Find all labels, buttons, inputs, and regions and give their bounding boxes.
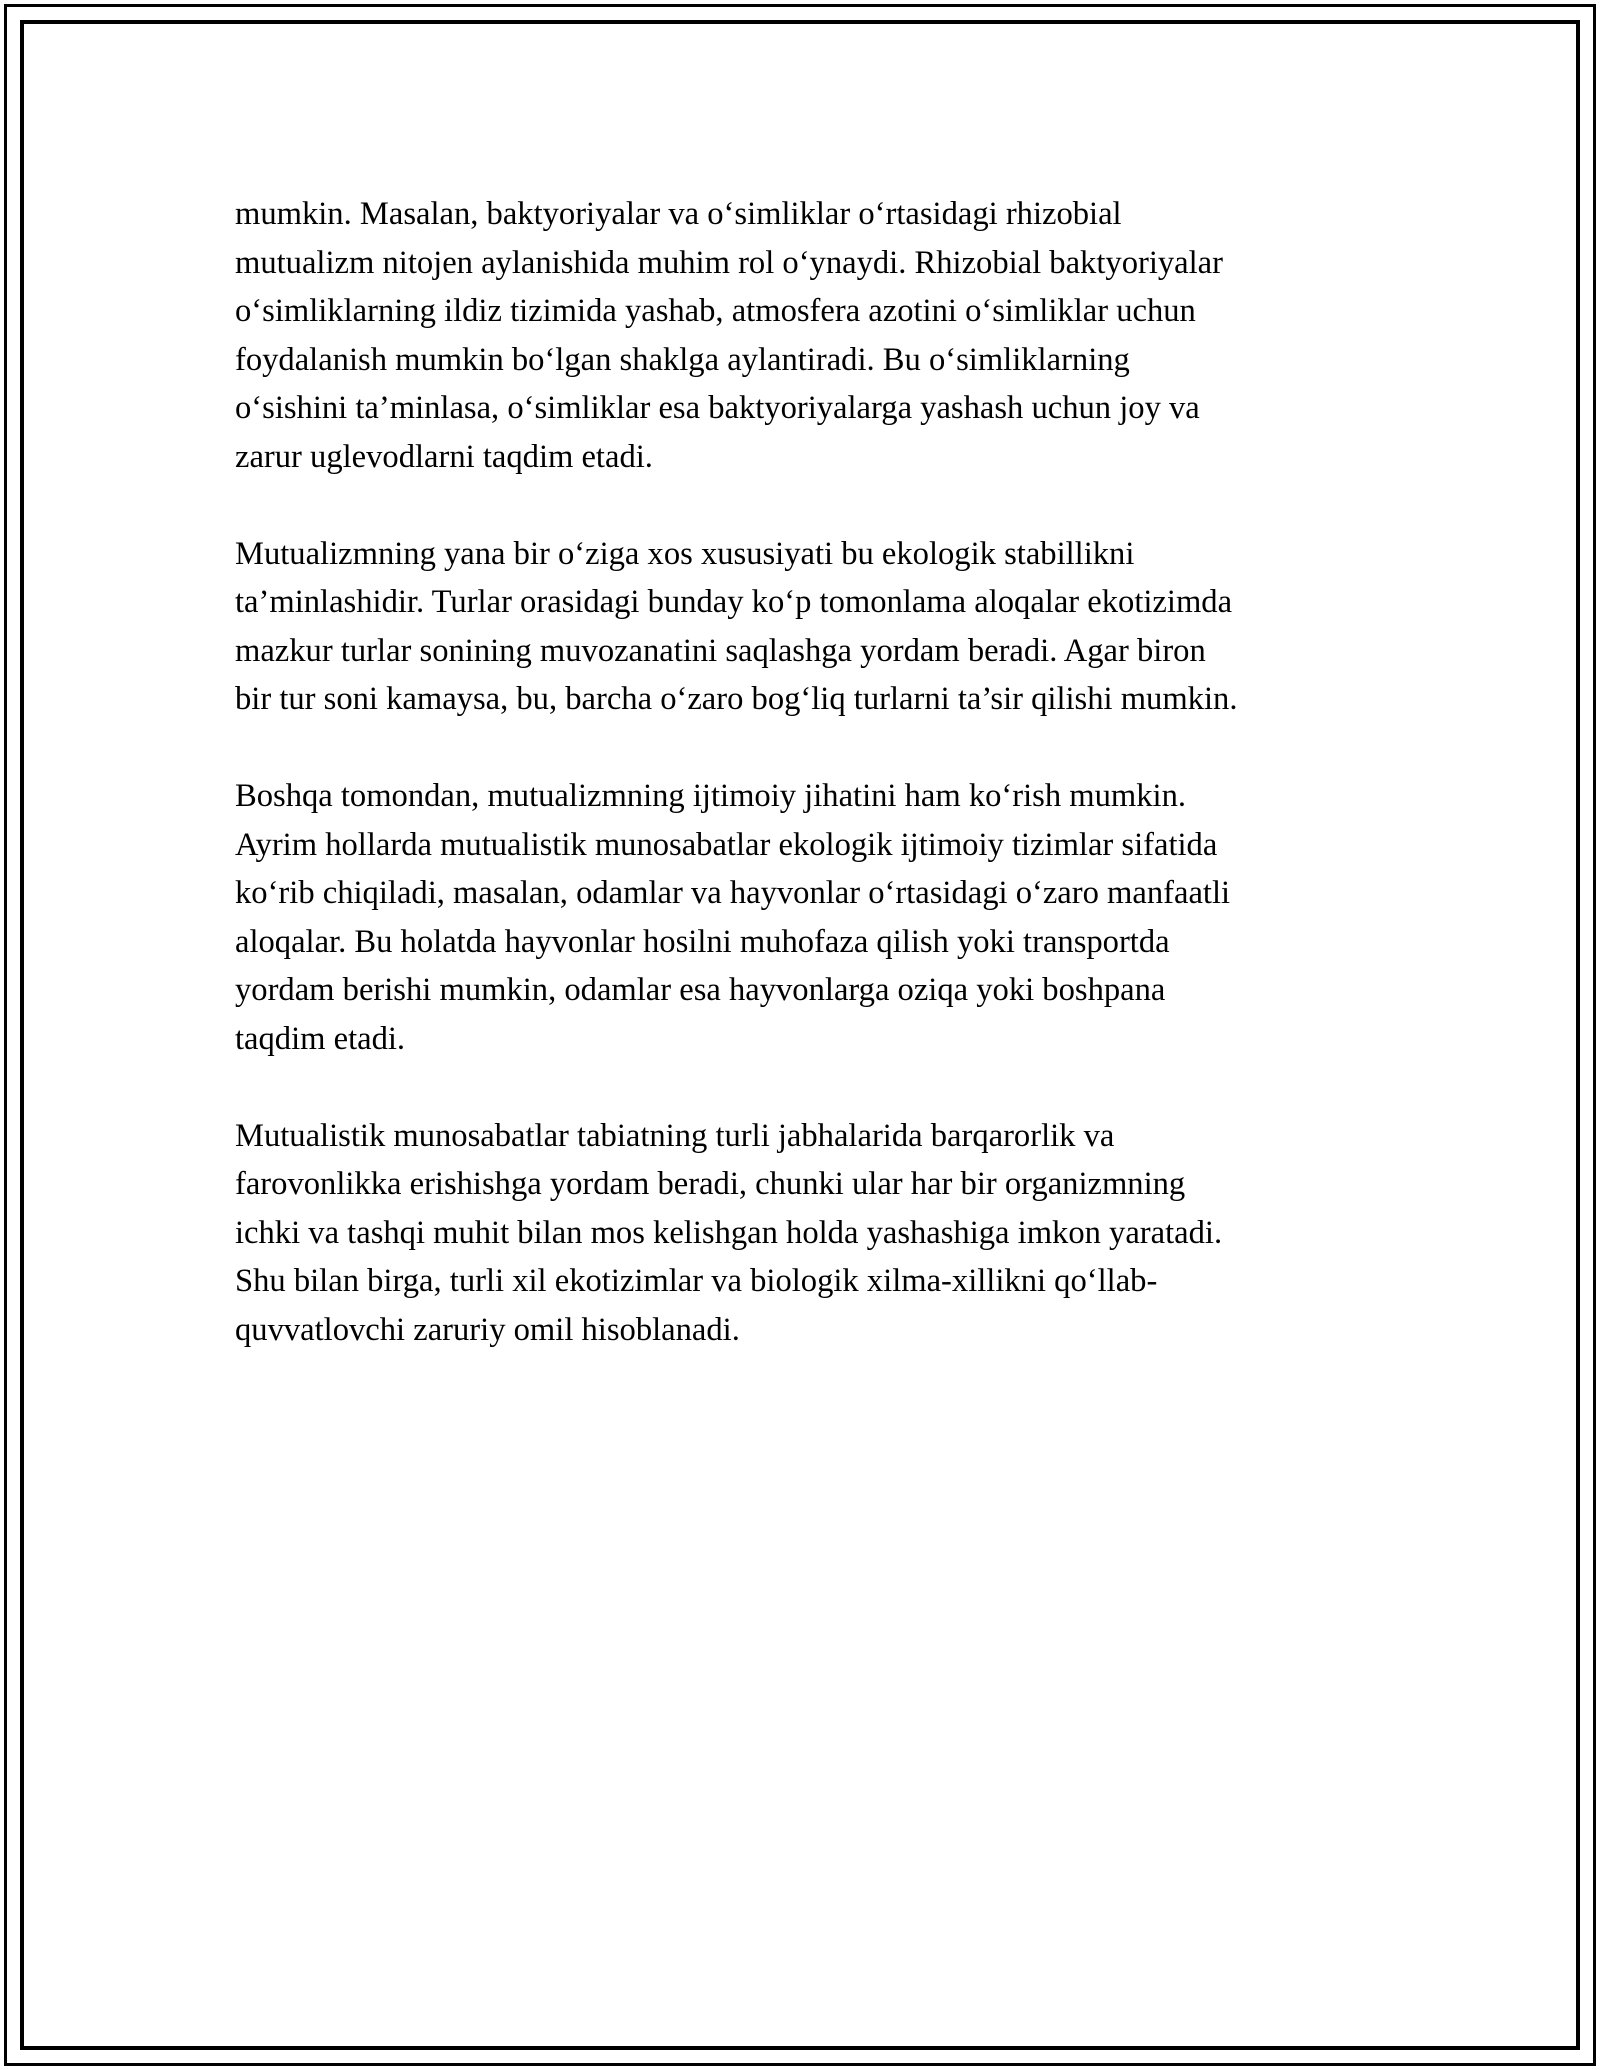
document-body [235, 190, 1385, 1403]
text-line: mutualizm nitojen aylanishida muhim rol o‘ynaydi. Rhizobial baktyoriyalar [235, 244, 1223, 281]
paragraph-1 [235, 190, 1385, 481]
text-line: Mutualizmning yana bir o‘ziga xos xususiyati bu ekologik stabillikni [235, 535, 1135, 572]
paragraph-3 [235, 772, 1385, 1063]
text-line: ko‘rib chiqiladi, masalan, odamlar va hayvonlar o‘rtasidagi o‘zaro manfaatli [235, 875, 1231, 911]
text-line: bir tur soni kamaysa, bu, barcha o‘zaro bog‘liq turlarni ta’sir qilishi mumkin. [235, 681, 1238, 717]
text-line: farovonlikka erishishga yordam beradi, chunki ular har bir organizmning [235, 1166, 1186, 1202]
text-line: yordam berishi mumkin, odamlar esa hayvonlarga oziqa yoki boshpana [235, 972, 1166, 1008]
text-line: Ayrim hollarda mutualistik munosabatlar ekologik ijtimoiy tizimlar sifatida [235, 826, 1218, 863]
text-line: ichki va tashqi muhit bilan mos kelishgan holda yashashiga imkon yaratadi. [235, 1214, 1223, 1251]
text-line: o‘sishini ta’minlasa, o‘simliklar esa baktyoriyalarga yashash uchun joy va [235, 390, 1200, 426]
text-line: taqdim etadi. [235, 1020, 406, 1057]
text-line: mazkur turlar sonining muvozanatini saqlashga yordam beradi. Agar biron [235, 632, 1206, 669]
text-line: o‘simliklarning ildiz tizimida yashab, atmosfera azotini o‘simliklar uchun [235, 293, 1196, 329]
text-line: foydalanish mumkin bo‘lgan shaklga aylantiradi. Bu o‘simliklarning [235, 341, 1130, 378]
text-line: mumkin. Masalan, baktyoriyalar va o‘simliklar o‘rtasidagi rhizobial [235, 196, 1122, 232]
text-line: ta’minlashidir. Turlar orasidagi bunday ko‘p tomonlama aloqalar ekotizimda [235, 584, 1233, 620]
text-line: aloqalar. Bu holatda hayvonlar hosilni muhofaza qilish yoki transportda [235, 923, 1170, 960]
text-line: Boshqa tomondan, mutualizmning ijtimoiy jihatini ham ko‘rish mumkin. [235, 778, 1187, 814]
paragraph-2 [235, 530, 1385, 724]
text-line: zarur uglevodlarni taqdim etadi. [235, 438, 653, 475]
text-line: Mutualistik munosabatlar tabiatning turli jabhalarida barqarorlik va [235, 1117, 1115, 1154]
text-line: Shu bilan birga, turli xil ekotizimlar va biologik xilma-xillikni qo‘llab- [235, 1263, 1158, 1299]
text-line: quvvatlovchi zaruriy omil hisoblanadi. [235, 1311, 740, 1348]
paragraph-4 [235, 1112, 1385, 1355]
